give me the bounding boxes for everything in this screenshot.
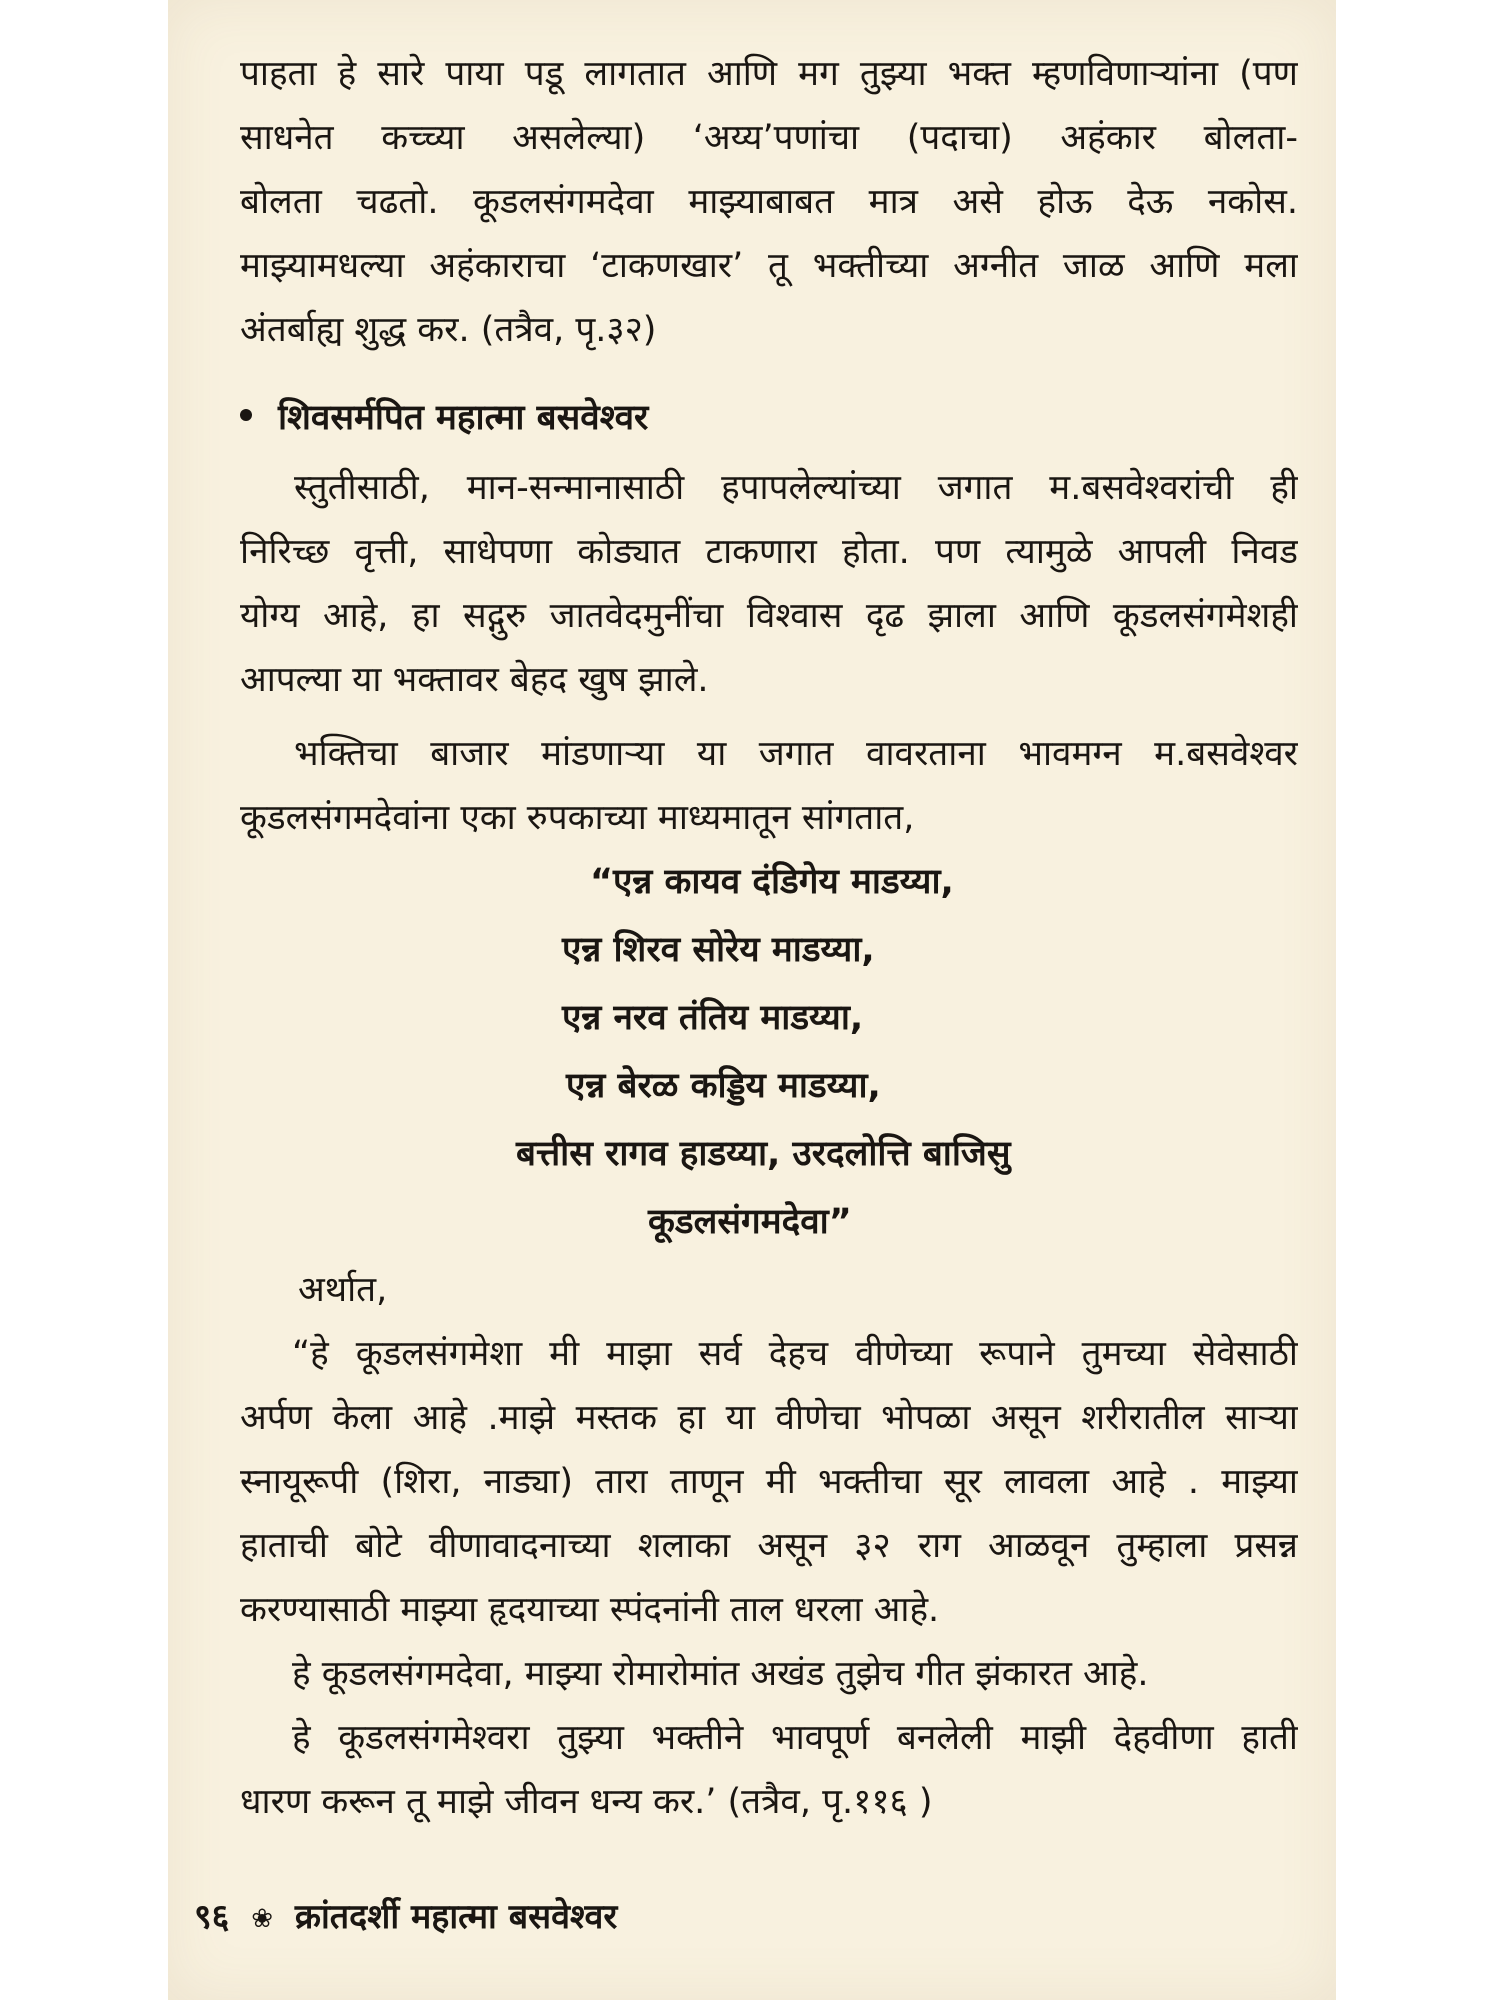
- flower-ornament-icon: ❀: [251, 1903, 274, 1934]
- text-line: हाताची बोटे वीणावादनाच्या शलाका असून ३२ राग आळवून तुम्हाला प्रसन्न: [240, 1526, 1298, 1566]
- text-line: पाहता हे सारे पाया पडू लागतात आणि मग तुझ्या भक्त म्हणविणाऱ्यांना (पण: [240, 54, 1298, 94]
- text-line: धारण करून तू माझे जीवन धन्य कर.’ (तत्रैव, पृ.११६ ): [240, 1782, 933, 1822]
- text-line: आपल्या या भक्तावर बेहद खुष झाले.: [240, 660, 709, 700]
- verse-line: एन्न शिरव सोरेय माडय्या,: [562, 930, 875, 970]
- text-line: माझ्यामधल्या अहंकाराचा ‘टाकणखार’ तू भक्तीच्या अग्नीत जाळ आणि मला: [240, 246, 1298, 286]
- text-line: “हे कूडलसंगमेशा मी माझा सर्व देहच वीणेच्या रूपाने तुमच्या सेवेसाठी: [292, 1334, 1298, 1374]
- book-title: क्रांतदर्शी महात्मा बसवेश्वर: [294, 1897, 618, 1937]
- text-line: स्नायूरूपी (शिरा, नाड्या) तारा ताणून मी भक्तीचा सूर लावला आहे . माझ्या: [240, 1462, 1298, 1502]
- page-body: [240, 42, 1298, 1834]
- text-line: योग्य आहे, हा सद्गुरु जातवेदमुनींचा विश्वास दृढ झाला आणि कूडलसंगमेशही: [240, 596, 1298, 636]
- text-line: हे कूडलसंगमेश्वरा तुझ्या भक्तीने भावपूर्ण बनलेली माझी देहवीणा हाती: [292, 1718, 1298, 1758]
- text-line: अंतर्बाह्य शुद्ध कर. (तत्रैव, पृ.३२): [240, 310, 657, 350]
- text-line: बोलता चढतो. कूडलसंगमदेवा माझ्याबाबत मात्र असे होऊ देऊ नकोस.: [240, 182, 1298, 222]
- verse-line: एन्न नरव तंतिय माडय्या,: [562, 998, 864, 1038]
- text-line: अर्पण केला आहे .माझे मस्तक हा या वीणेचा भोपळा असून शरीरातील साऱ्या: [240, 1398, 1298, 1438]
- text-line: भक्तिचा बाजार मांडणाऱ्या या जगात वावरताना भावमग्न म.बसवेश्वर: [294, 734, 1298, 774]
- text-line: हे कूडलसंगमदेवा, माझ्या रोमारोमांत अखंड तुझेच गीत झंकारत आहे.: [292, 1654, 1149, 1694]
- bullet-icon: [240, 409, 252, 421]
- section-heading: [240, 386, 1298, 456]
- text-line: साधनेत कच्च्या असलेल्या) ‘अय्य’पणांचा (पदाचा) अहंकार बोलता-: [240, 118, 1298, 158]
- page-number: ९६: [194, 1897, 230, 1937]
- verse-line: कूडलसंगमदेवा”: [648, 1202, 852, 1242]
- text-line: अर्थात,: [298, 1270, 388, 1310]
- book-page: [168, 0, 1336, 2000]
- section-heading-text: शिवसर्मपित महात्मा बसवेश्वर: [278, 398, 649, 438]
- text-line: कूडलसंगमदेवांना एका रुपकाच्या माध्यमातून सांगतात,: [240, 798, 915, 838]
- verse-line: “एन्न कायव दंडिगेय माडय्या,: [590, 862, 954, 902]
- text-line: निरिच्छ वृत्ती, साधेपणा कोड्यात टाकणारा होता. पण त्यामुळे आपली निवड: [240, 532, 1298, 572]
- verse-line: एन्न बेरळ कड्डिय माडय्या,: [566, 1066, 881, 1106]
- page-footer: [194, 1892, 617, 1938]
- text-line: स्तुतीसाठी, मान-सन्मानासाठी हपापलेल्यांच्या जगात म.बसवेश्वरांची ही: [294, 468, 1298, 508]
- verse-line: बत्तीस रागव हाडय्या, उरदलोत्ति बाजिसु: [516, 1134, 1011, 1174]
- text-line: करण्यासाठी माझ्या हृदयाच्या स्पंदनांनी ताल धरला आहे.: [240, 1590, 940, 1630]
